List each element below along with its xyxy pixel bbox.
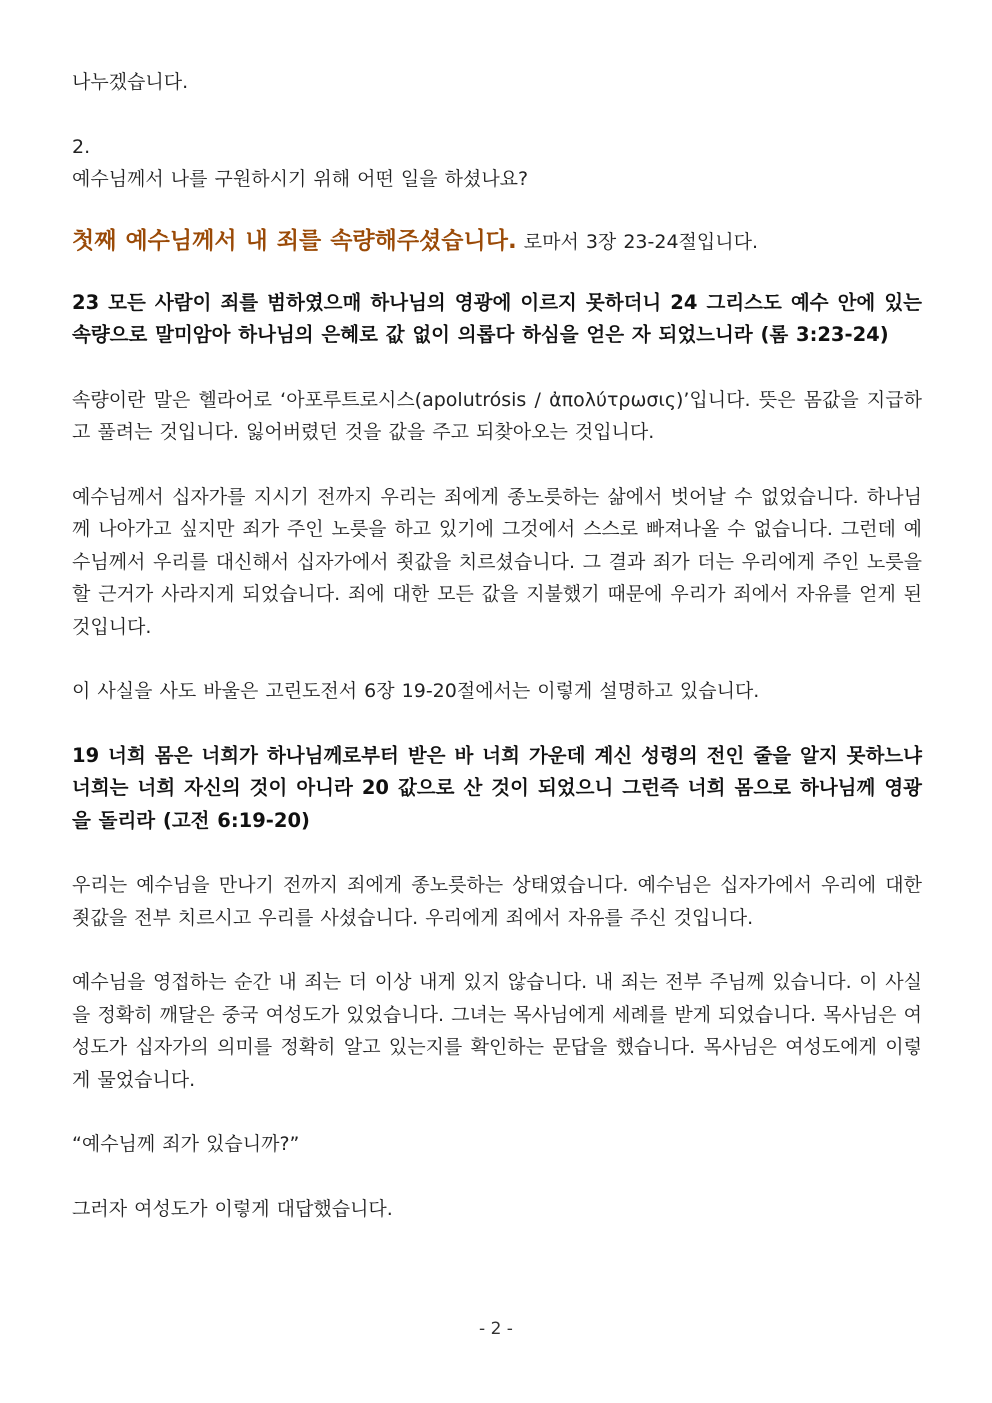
- quote-line: “예수님께 죄가 있습니까?”: [72, 1133, 300, 1155]
- heading-paragraph: [72, 224, 922, 259]
- paragraph: 이 사실을 사도 바울은 고린도전서 6장 19-20절에서는 이렇게 설명하고 있습니다.: [72, 680, 760, 702]
- heading-strong: 첫째 예수님께서 내 죄를 속량해주셨습니다.: [72, 227, 517, 254]
- heading-reference: 로마서 3장 23-24절입니다.: [516, 230, 758, 253]
- paragraph: 그러자 여성도가 이렇게 대답했습니다.: [72, 1197, 393, 1220]
- section-number: 2.: [72, 135, 91, 158]
- paragraph: 예수님께서 십자가를 지시기 전까지 우리는 죄에게 종노릇하는 삶에서 벗어날 수 없었습니다. 하나님께 나아가고 싶지만 죄가 주인 노릇을 하고 있기에 그것에서 스스로 빠져나올 수 없습니다. 그런데 예수님께서 우리를 대신해서 십자가에서 죗값을 치르셨습니다. 그 결과 죄가 더는 우리에게 주인 노릇을 할 근거가 사라지게 되었습니다. 죄에 대한 모든 값을 지불했기 때문에 우리가 죄에서 자유를 얻게 된 것입니다.: [72, 485, 922, 638]
- paragraph: 우리는 예수님을 만나기 전까지 죄에게 종노릇하는 상태였습니다. 예수님은 십자가에서 우리에 대한 죗값을 전부 치르시고 우리를 사셨습니다. 우리에게 죄에서 자유를 주신 것입니다.: [72, 874, 922, 929]
- page-number: - 2 -: [479, 1319, 513, 1339]
- paragraph: 속량이란 말은 헬라어로 ‘아포루트로시스(apolutrósis / ἀπολύτρωσις)’입니다. 뜻은 몸값을 지급하고 풀려는 것입니다. 잃어버렸던 것을 값을 주고 되찾아오는 것입니다.: [72, 388, 922, 443]
- document-page: [72, 66, 922, 1225]
- paragraph: 예수님을 영접하는 순간 내 죄는 더 이상 내게 있지 않습니다. 내 죄는 전부 주님께 있습니다. 이 사실을 정확히 깨달은 중국 여성도가 있었습니다. 그녀는 목사님에게 세례를 받게 되었습니다. 목사님은 여성도가 십자가의 의미를 정확히 알고 있는지를 확인하는 문답을 했습니다. 목사님은 여성도에게 이렇게 물었습니다.: [72, 971, 922, 1091]
- scripture-quote: 19 너희 몸은 너희가 하나님께로부터 받은 바 너희 가운데 계신 성령의 전인 줄을 알지 못하느냐 너희는 너희 자신의 것이 아니라 20 값으로 산 것이 되었으니 그런즉 너희 몸으로 하나님께 영광을 돌리라 (고전 6:19-20): [72, 743, 922, 832]
- question: 예수님께서 나를 구원하시기 위해 어떤 일을 하셨나요?: [72, 168, 529, 190]
- scripture-quote: 23 모든 사람이 죄를 범하였으매 하나님의 영광에 이르지 못하더니 24 그리스도 예수 안에 있는 속량으로 말미암아 하나님의 은혜로 값 없이 의롭다 하심을 얻은 자 되었느니라 (롬 3:23-24): [72, 290, 922, 346]
- paragraph: 나누겠습니다.: [72, 71, 189, 93]
